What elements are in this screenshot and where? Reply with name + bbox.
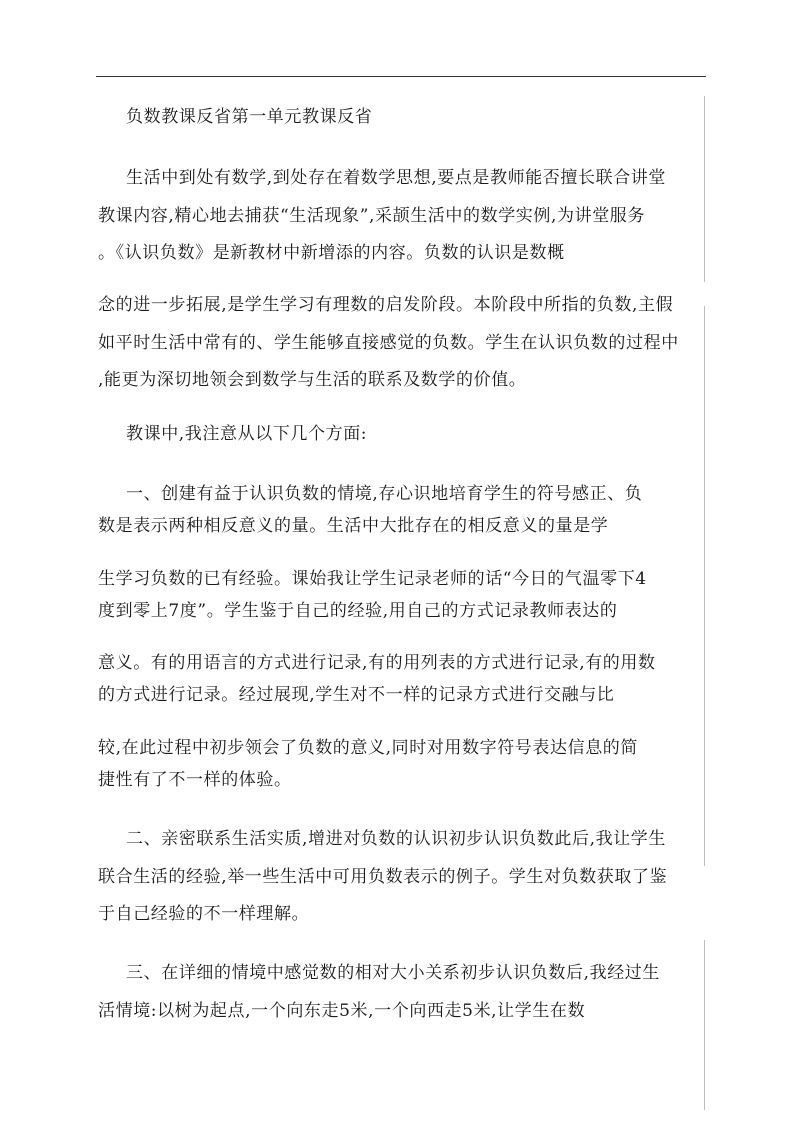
paragraph-line: 二、亲密联系生活实质,增进对负数的认识初步认识负数此后,我让学生 — [126, 829, 667, 849]
paragraph-line: 念的进一步拓展,是学生学习有理数的启发阶段。本阶段中所指的负数,主假 — [98, 295, 674, 315]
paragraph-line: 较,在此过程中初步领会了负数的意义,同时对用数字符号表达信息的简 — [98, 738, 639, 758]
margin-rule — [704, 96, 705, 282]
margin-rule — [704, 940, 705, 1110]
paragraph-line: 一、创建有益于认识负数的情境,存心识地培育学生的符号感正、负 — [126, 484, 643, 504]
paragraph-line: 度到零上7度”。学生鉴于自己的经验,用自己的方式记录教师表达的 — [98, 601, 618, 621]
paragraph-line: 生活中到处有数学,到处存在着数学思想,要点是教师能否擅长联合讲堂 — [126, 168, 667, 188]
paragraph-line: 数是表示两种相反意义的量。生活中大批存在的相反意义的量是学 — [98, 516, 609, 536]
paragraph-line: 捷性有了不一样的体验。 — [98, 770, 292, 790]
paragraph-line: 教课内容,精心地去捕获“生活现象”,采颉生活中的数学实例,为讲堂服务 — [98, 206, 645, 226]
paragraph-line: ,能更为深切地领会到数学与生活的联系及数学的价值。 — [98, 370, 527, 390]
document-title: 负数教课反省第一单元教课反省 — [126, 107, 373, 127]
paragraph-line: 意义。有的用语言的方式进行记录,有的用列表的方式进行记录,有的用数 — [98, 653, 656, 673]
header-rule — [96, 76, 706, 77]
paragraph-line: 。《认识负数》是新教材中新增添的内容。负数的认识是数概 — [98, 243, 565, 263]
margin-rule — [704, 306, 705, 866]
paragraph-line: 的方式进行记录。经过展现,学生对不一样的记录方式进行交融与比 — [98, 685, 615, 705]
paragraph-line: 活情境:以树为起点,一个向东走5米,一个向西走5米,让学生在数 — [98, 1001, 586, 1021]
paragraph-line: 联合生活的经验,举一些生活中可用负数表示的例子。学生对负数获取了鉴 — [98, 867, 668, 887]
paragraph-line: 如平时生活中常有的、学生能够直接感觉的负数。学生在认识负数的过程中 — [98, 333, 679, 353]
paragraph-line: 教课中,我注意从以下几个方面: — [126, 424, 368, 444]
paragraph-line: 生学习负数的已有经验。课始我让学生记录老师的话“今日的气温零下4 — [98, 569, 647, 589]
paragraph-line: 于自己经验的不一样理解。 — [98, 904, 310, 924]
paragraph-line: 三、在详细的情境中感觉数的相对大小关系初步认识负数后,我经过生 — [126, 963, 661, 983]
